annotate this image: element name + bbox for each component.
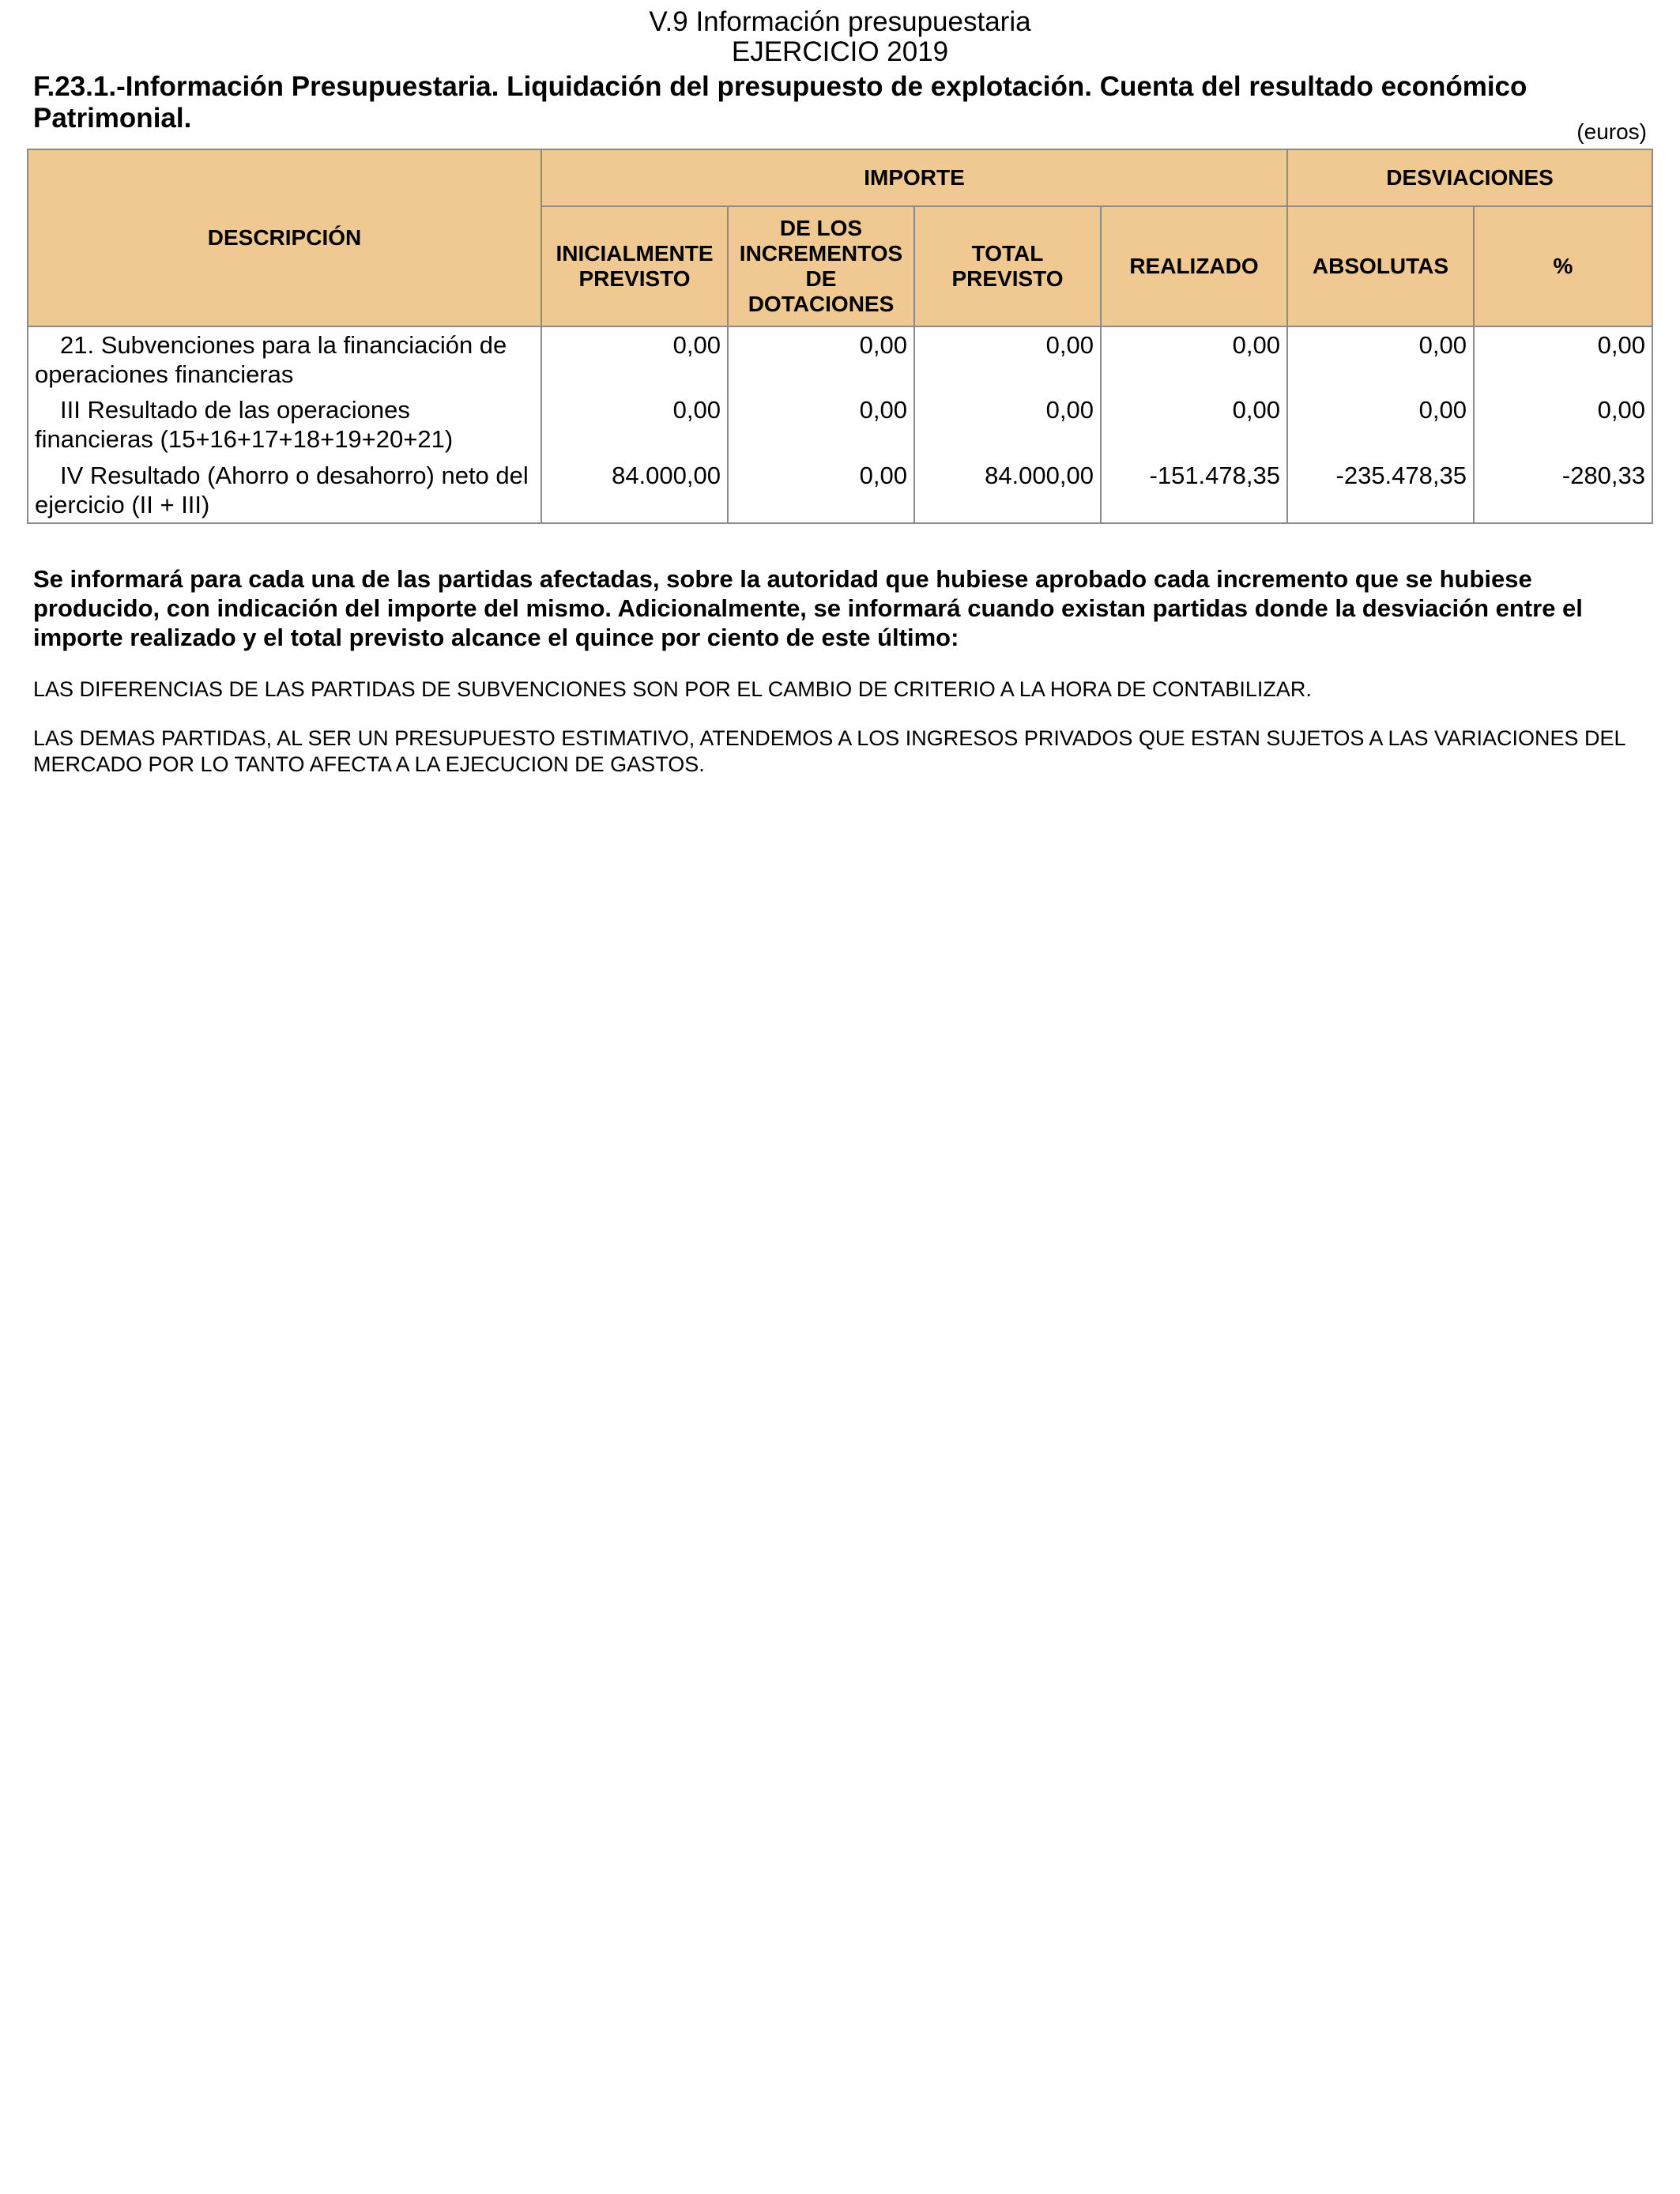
header-total-previsto: TOTAL PREVISTO	[914, 206, 1101, 326]
cell-total-previsto: 0,00	[914, 326, 1101, 392]
cell-absolutas: 0,00	[1287, 392, 1474, 458]
cell-realizado: -151.478,35	[1101, 458, 1287, 523]
cell-incrementos: 0,00	[728, 458, 914, 523]
section-title: V.9 Información presupuestaria	[649, 6, 1031, 37]
header-realizado: REALIZADO	[1101, 206, 1287, 326]
cell-porcentaje: 0,00	[1474, 326, 1652, 392]
table-row	[28, 326, 1652, 392]
header-inicialmente-previsto: INICIALMENTE PREVISTO	[541, 206, 728, 326]
cell-inicialmente-previsto: 0,00	[541, 326, 728, 392]
header-descripcion: DESCRIPCIÓN	[28, 149, 541, 326]
cell-absolutas: -235.478,35	[1287, 458, 1474, 523]
cell-porcentaje: -280,33	[1474, 458, 1652, 523]
cell-absolutas: 0,00	[1287, 326, 1474, 392]
cell-total-previsto: 0,00	[914, 392, 1101, 458]
table-row	[28, 392, 1652, 458]
cell-total-previsto: 84.000,00	[914, 458, 1101, 523]
note-demas-partidas: LAS DEMAS PARTIDAS, AL SER UN PRESUPUESTO ESTIMATIVO, ATENDEMOS A LOS INGRESOS PRIVADOS QUE ESTAN SUJETOS A LAS VARIACIONES DEL MERCADO POR LO TANTO AFECTA A LA EJECUCION DE GASTOS.	[33, 726, 1625, 776]
header-incrementos: DE LOS INCREMENTOS DE DOTACIONES	[728, 206, 914, 326]
row-description: 21. Subvenciones para la financiación de operaciones financieras	[28, 326, 541, 392]
cell-porcentaje: 0,00	[1474, 392, 1652, 458]
header-desviaciones: DESVIACIONES	[1287, 149, 1652, 206]
cell-inicialmente-previsto: 0,00	[541, 392, 728, 458]
cell-realizado: 0,00	[1101, 326, 1287, 392]
note-subvenciones: LAS DIFERENCIAS DE LAS PARTIDAS DE SUBVENCIONES SON POR EL CAMBIO DE CRITERIO A LA HORA DE CONTABILIZAR.	[33, 677, 1312, 701]
budget-table	[27, 149, 1653, 524]
unit-label: (euros)	[1576, 119, 1647, 144]
row-description: III Resultado de las operaciones financieras (15+16+17+18+19+20+21)	[28, 392, 541, 458]
header-importe: IMPORTE	[541, 149, 1287, 206]
table-row	[28, 458, 1652, 523]
row-description: IV Resultado (Ahorro o desahorro) neto del ejercicio (II + III)	[28, 458, 541, 523]
header-absolutas: ABSOLUTAS	[1287, 206, 1474, 326]
cell-incrementos: 0,00	[728, 326, 914, 392]
cell-inicialmente-previsto: 84.000,00	[541, 458, 728, 523]
header-porcentaje: %	[1474, 206, 1652, 326]
report-subtitle: F.23.1.-Información Presupuestaria. Liquidación del presupuesto de explotación. Cuenta del resultado económico Patrimonial.	[33, 71, 1527, 134]
instruction-text: Se informará para cada una de las partidas afectadas, sobre la autoridad que hubiese aprobado cada incremento que se hubiese producido, con indicación del importe del mismo. Adicionalmente, se informará cuando existan partidas donde la desviación entre el importe realizado y el total previsto alcance el quince por ciento de este último:	[33, 565, 1583, 651]
cell-realizado: 0,00	[1101, 392, 1287, 458]
cell-incrementos: 0,00	[728, 392, 914, 458]
exercise-title: EJERCICIO 2019	[731, 36, 949, 67]
